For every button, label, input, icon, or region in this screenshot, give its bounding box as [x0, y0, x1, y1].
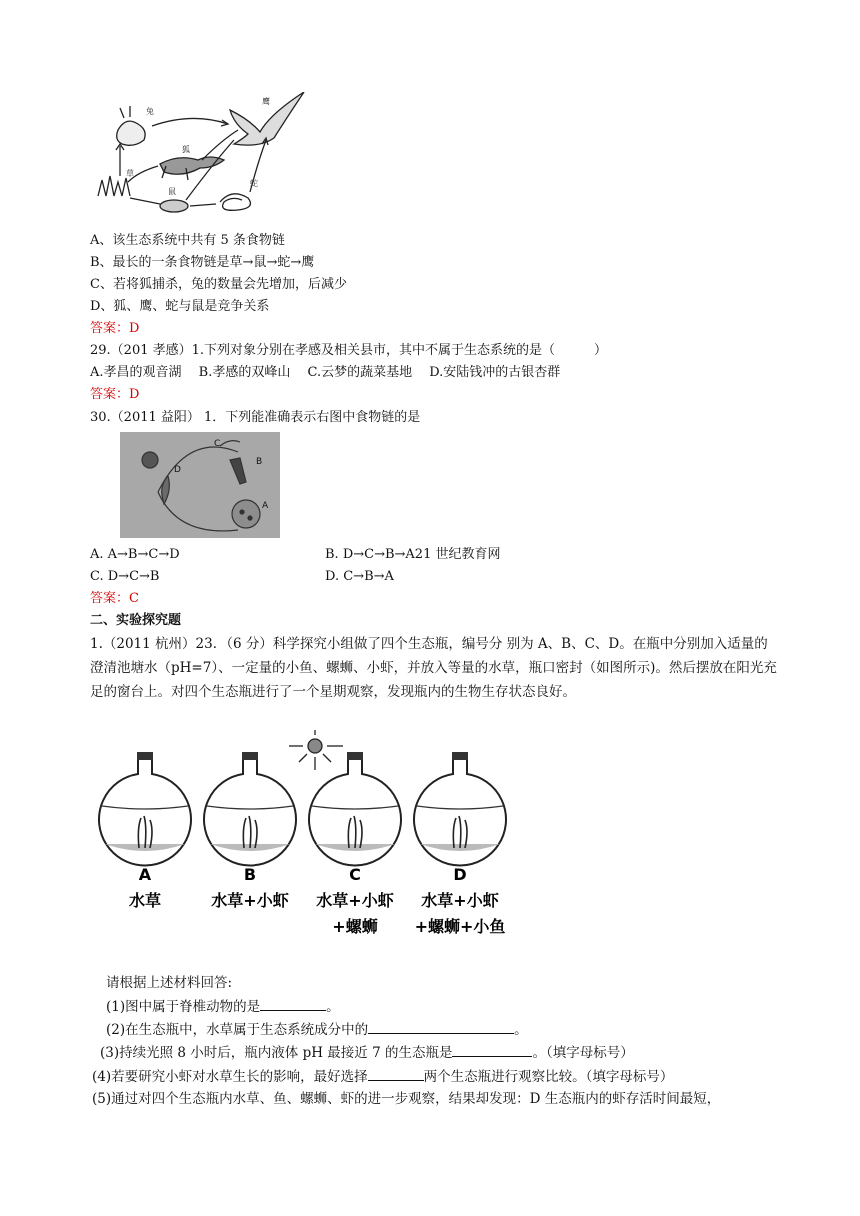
- q30-option-c: C. D→C→B: [90, 569, 160, 584]
- q28-option-d: D、狐、鹰、蛇与鼠是竞争关系: [90, 299, 270, 314]
- label-eagle: 鹰: [262, 97, 270, 106]
- q30-option-a: A. A→B→C→D: [90, 547, 180, 562]
- sun-icon: [289, 730, 343, 770]
- q28-answer: 答案：D: [90, 321, 140, 336]
- jar-a-letter: A: [138, 865, 152, 884]
- jar-c-line1: 水草+小虾: [316, 891, 394, 910]
- q30-option-b: B. D→C→B→A21 世纪教育网: [325, 547, 501, 562]
- answer-blank-2[interactable]: [368, 1019, 514, 1034]
- label-fox: 狐: [182, 145, 190, 154]
- jar-b-letter: B: [243, 865, 257, 884]
- sub1-end: 。: [326, 999, 340, 1015]
- sub4-text: (4)若要研究小虾对水草生长的影响，最好选择: [92, 1069, 368, 1085]
- label-b: B: [256, 457, 263, 467]
- answer-blank-1[interactable]: [260, 996, 326, 1011]
- prompt: 请根据上述材料回答:: [106, 975, 233, 991]
- answer-blank-4[interactable]: [368, 1066, 424, 1081]
- jar-c-letter: C: [349, 865, 361, 884]
- q29-answer: 答案：D: [90, 387, 140, 402]
- sub-question-1: [106, 996, 340, 1016]
- jar-d-line1: 水草+小虾: [421, 891, 499, 910]
- q29-question: 29.（201 孝感）1.下列对象分别在孝感及相关县市，其中不属于生态系统的是（ ）: [90, 343, 608, 358]
- sub2-end: 。: [514, 1022, 528, 1038]
- jar-c-line2: +螺蛳: [332, 917, 378, 936]
- sub1-text: (1)图中属于脊椎动物的是: [106, 999, 261, 1015]
- jar-a-line1: 水草: [128, 891, 162, 910]
- sub-question-3: [100, 1042, 634, 1062]
- label-c: C: [214, 439, 221, 449]
- section-title: 二、实验探究题: [90, 613, 182, 628]
- experiment-intro: 1.（2011 杭州）23．（6 分）科学探究小组做了四个生态瓶，编号分 别为 A、B、C、D。在瓶中分别加入适量的澄清池塘水（pH=7）、一定量的小鱼、螺蛳、小虾，并放入等量的水草，瓶口密封（如图所示)。然后摆放在阳光充足的窗台上。对四个生态瓶进行了一个星期观察，发现瓶内的生物生存状态良好。: [90, 636, 777, 700]
- answer-blank-3[interactable]: [452, 1042, 532, 1057]
- jar-b: [204, 752, 296, 865]
- q30-answer: 答案：C: [90, 591, 139, 606]
- jar-c: [309, 752, 401, 865]
- jar-d-letter: D: [453, 865, 467, 884]
- q30-option-d: D. C→B→A: [325, 569, 394, 584]
- q28-option-c: C、若将狐捕杀，兔的数量会先增加，后减少: [90, 277, 347, 292]
- jar-d: [414, 752, 506, 865]
- sub2-text: (2)在生态瓶中，水草属于生态系统成分中的: [106, 1022, 369, 1038]
- label-snake: 蛇: [250, 179, 258, 188]
- q29-options: A.孝昌的观音湖 B.孝感的双峰山 C.云梦的蔬菜基地 D.安陆钱冲的古银杏群: [90, 365, 561, 380]
- jar-a: [99, 752, 191, 865]
- jar-b-line1: 水草+小虾: [211, 891, 289, 910]
- sub-question-2: [106, 1019, 528, 1039]
- q30-question: 30.（2011 益阳） 1．下列能准确表示右图中食物链的是: [90, 410, 421, 425]
- sub4-end: 两个生态瓶进行观察比较。（填字母标号）: [423, 1069, 674, 1085]
- q28-option-a: A、该生态系统中共有 5 条食物链: [90, 233, 285, 248]
- q28-option-b: B、最长的一条食物链是草→鼠→蛇→鹰: [90, 255, 315, 270]
- sub3-end: 。（填字母标号）: [532, 1045, 634, 1061]
- label-a: A: [262, 501, 269, 511]
- sub3-text: (3)持续光照 8 小时后，瓶内液体 pH 最接近 7 的生态瓶是: [100, 1045, 453, 1061]
- jar-d-line2: +螺蛳+小鱼: [414, 917, 506, 936]
- label-mouse: 鼠: [168, 187, 176, 196]
- food-web-figure: [90, 92, 315, 220]
- jars-figure: [95, 730, 525, 960]
- sub-question-5: (5)通过对四个生态瓶内水草、鱼、螺蛳、虾的进一步观察，结果却发现：D 生态瓶内的虾存活时间最短，: [92, 1091, 721, 1107]
- sub-question-4: [92, 1066, 673, 1086]
- label-d: D: [174, 465, 181, 475]
- label-rabbit: 兔: [146, 107, 154, 116]
- food-chain-figure: [120, 432, 280, 538]
- label-grass: 草: [126, 169, 134, 178]
